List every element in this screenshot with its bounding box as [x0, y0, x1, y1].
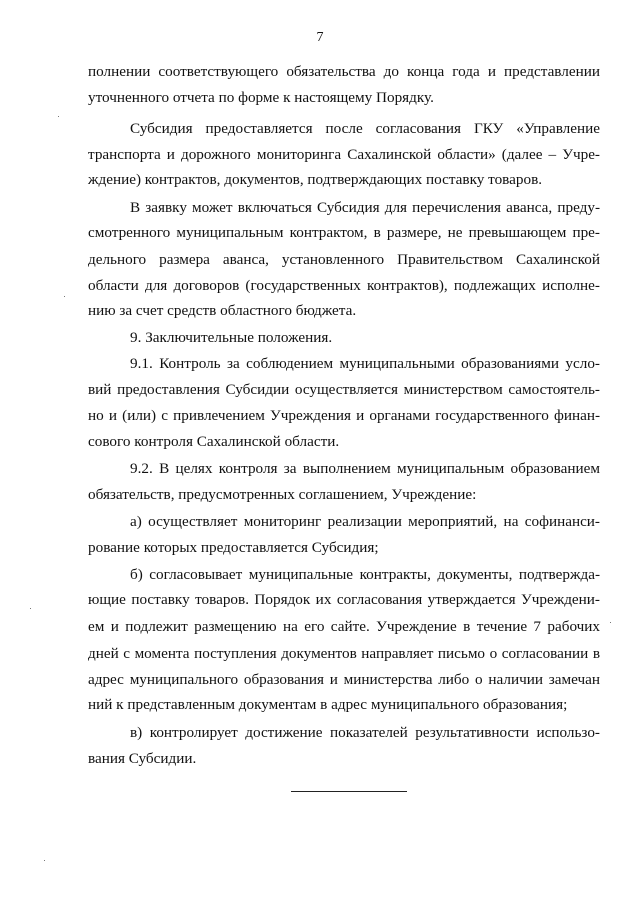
text-line: но и (или) с привлечением Учреждения и органами государственного финан- [88, 407, 600, 424]
scan-speck [64, 296, 65, 297]
text-line: вий предоставления Субсидии осуществляется министерством самостоятель- [88, 381, 600, 398]
closing-rule [291, 791, 407, 792]
text-line: транспорта и дорожного мониторинга Сахалинской области» (далее – Учре- [88, 146, 600, 163]
scan-speck [610, 622, 611, 623]
text-line: области для договоров (государственных контрактов), подлежащих исполне- [88, 277, 600, 294]
text-line: 9.2. В целях контроля за выполнением муниципальным образованием [130, 460, 600, 477]
text-line: 9.1. Контроль за соблюдением муниципальными образованиями усло- [130, 355, 600, 372]
text-line: рование которых предоставляется Субсидия; [88, 539, 379, 556]
text-line: вания Субсидии. [88, 750, 197, 767]
scan-speck [58, 116, 59, 117]
text-line: адрес муниципального образования и министерства либо о наличии замечан [88, 671, 600, 688]
list-item-b: б) согласовывает муниципальные контракты, документы, подтвержда- [130, 566, 600, 583]
section-heading: 9. Заключительные положения. [130, 329, 333, 346]
text-line: обязательств, предусмотренных соглашением, Учреждение: [88, 486, 477, 503]
text-line: Субсидия предоставляется после согласования ГКУ «Управление [130, 120, 600, 137]
page-number: 7 [316, 30, 324, 45]
scan-speck [44, 860, 45, 861]
text-line: ний к представленным документам в адрес муниципального образования; [88, 696, 568, 713]
text-line: сового контроля Сахалинской области. [88, 433, 340, 450]
text-line: В заявку может включаться Субсидия для перечисления аванса, преду- [130, 199, 600, 216]
text-line: ющие поставку товаров. Порядок их согласования утверждается Учреждени- [88, 591, 600, 608]
text-line: нию за счет средств областного бюджета. [88, 302, 357, 319]
text-line: уточненного отчета по форме к настоящему Порядку. [88, 89, 434, 106]
list-item-c: в) контролирует достижение показателей результативности использо- [130, 724, 600, 741]
text-line: дней с момента поступления документов направляет письмо о согласовании в [88, 645, 600, 662]
list-item-a: а) осуществляет мониторинг реализации мероприятий, на софинанси- [130, 513, 600, 530]
text-line: ем и подлежит размещению на его сайте. Учреждение в течение 7 рабочих [88, 618, 600, 635]
text-line: смотренного муниципальным контрактом, в размере, не превышающем пре- [88, 224, 600, 241]
scan-speck [30, 608, 31, 609]
text-line: полнении соответствующего обязательства до конца года и представлении [88, 63, 600, 80]
text-line: дельного размера аванса, установленного Правительством Сахалинской [88, 251, 600, 268]
text-line: ждение) контрактов, документов, подтверждающих поставку товаров. [88, 171, 543, 188]
